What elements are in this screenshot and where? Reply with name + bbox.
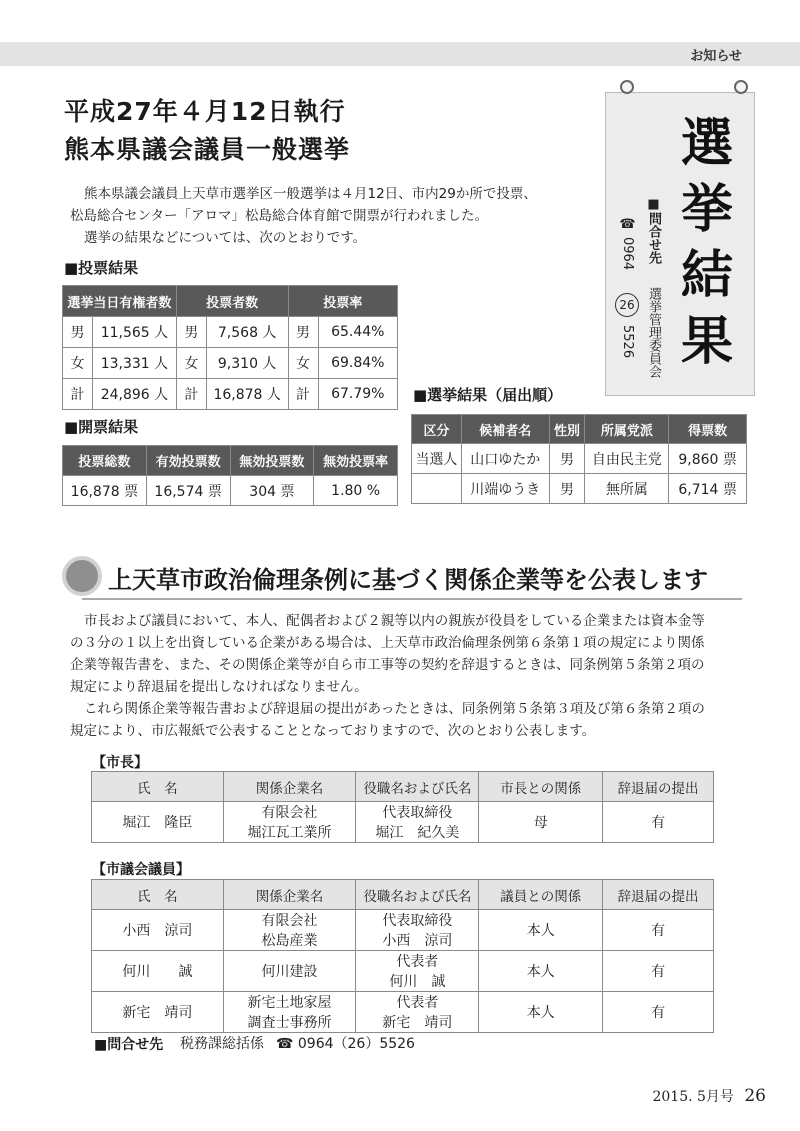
- ethics-para1-line2: の３分の１以上を出資している企業がある場合は、上天草市政治倫理条例第６条第１項の規定により関係: [70, 635, 705, 651]
- mayor-table: [91, 771, 714, 843]
- table-row: [412, 474, 747, 504]
- result-cell: 男: [549, 444, 585, 474]
- election-intro-line3: 選挙の結果などについては、次のとおりです。: [84, 230, 367, 246]
- role-line: 小西 涼司: [382, 933, 453, 949]
- election-headline-title: 熊本県議会議員一般選挙: [64, 135, 351, 164]
- role-line: 代表者: [396, 954, 439, 970]
- count-cell: 1.80 %: [314, 476, 398, 506]
- count-results-table: [62, 445, 398, 506]
- vote-cell: 16,878 人: [206, 379, 288, 410]
- council-header-name: 氏 名: [92, 880, 224, 910]
- sign-title: 選挙結果: [680, 114, 733, 372]
- mayor-resign: 有: [603, 802, 714, 843]
- result-header-candidate: 候補者名: [461, 415, 549, 444]
- result-cell: 無所属: [585, 474, 669, 504]
- title-underline: [82, 598, 742, 600]
- vote-cell: 67.79%: [318, 379, 397, 410]
- election-intro-line1: 熊本県議会議員上天草市選挙区一般選挙は４月12日、市内29か所で投票、: [84, 186, 537, 202]
- vote-cell: 女: [63, 348, 93, 379]
- vote-cell: 計: [176, 379, 206, 410]
- mayor-heading: 【市長】: [92, 755, 148, 771]
- vote-results-table: [62, 285, 398, 410]
- ethics-para1-line4: 規定により辞退届を提出しなければなりません。: [70, 679, 368, 695]
- table-row: [63, 379, 398, 410]
- vote-cell: 69.84%: [318, 348, 397, 379]
- council-resign: 有: [603, 951, 714, 992]
- election-headline-date: 平成27年４月12日執行: [64, 97, 346, 126]
- mayor-name: 堀江 隆臣: [92, 802, 224, 843]
- section-label: お知らせ: [690, 49, 742, 64]
- council-relation: 本人: [479, 992, 603, 1033]
- result-cell: 当選人: [412, 444, 462, 474]
- table-row: [63, 348, 398, 379]
- council-relation: 本人: [479, 951, 603, 992]
- vote-cell: 13,331 人: [93, 348, 177, 379]
- result-header-party: 所属党派: [585, 415, 669, 444]
- role-line: 堀江 紀久美: [375, 825, 460, 841]
- vote-cell: 計: [288, 379, 318, 410]
- election-result-table: [411, 414, 747, 504]
- table-row: [92, 992, 714, 1033]
- council-role: [356, 992, 479, 1033]
- role-line: 代表者: [396, 995, 439, 1011]
- ethics-contact-tel: ☎ 0964（26）5526: [276, 1036, 415, 1052]
- result-cell: 6,714 票: [669, 474, 747, 504]
- vote-cell: 女: [288, 348, 318, 379]
- table-row: [92, 910, 714, 951]
- vote-cell: 計: [63, 379, 93, 410]
- result-cell: 9,860 票: [669, 444, 747, 474]
- ethics-contact-dept: 税務課総括係: [180, 1036, 264, 1052]
- ethics-title: 上天草市政治倫理条例に基づく関係企業等を公表します: [108, 566, 708, 594]
- council-header-role: 役職名および氏名: [356, 880, 479, 910]
- council-name: 新宅 靖司: [92, 992, 224, 1033]
- count-cell: 304 票: [230, 476, 314, 506]
- result-cell: 自由民主党: [585, 444, 669, 474]
- mayor-header-resign: 辞退届の提出: [603, 772, 714, 802]
- vote-cell: 65.44%: [318, 317, 397, 348]
- count-header-valid: 有効投票数: [146, 446, 230, 476]
- vote-header-electorate: 選挙当日有権者数: [63, 286, 177, 317]
- council-company: [223, 992, 356, 1033]
- council-resign: 有: [603, 992, 714, 1033]
- vote-cell: 9,310 人: [206, 348, 288, 379]
- mayor-header-name: 氏 名: [92, 772, 224, 802]
- pin-icon: [620, 80, 634, 94]
- company-line: 松島産業: [261, 933, 318, 949]
- result-header-votes: 得票数: [669, 415, 747, 444]
- table-row: [92, 951, 714, 992]
- council-header-resign: 辞退届の提出: [603, 880, 714, 910]
- role-line: 新宅 靖司: [382, 1015, 453, 1031]
- council-role: [356, 910, 479, 951]
- ethics-para1-line3: 企業等報告書を、また、その関係企業等が自ら市工事等の契約を辞退するときは、同条例第５条第２項の: [70, 657, 705, 673]
- council-name: 何川 誠: [92, 951, 224, 992]
- vote-header-turnout: 投票率: [288, 286, 397, 317]
- vote-cell: 24,896 人: [93, 379, 177, 410]
- ethics-para1-line1: 市長および議員において、本人、配偶者および２親等以内の親族が役員をしている企業または資本金等: [84, 613, 705, 629]
- sign-tel-number: 5526: [620, 325, 635, 359]
- count-header-invalid: 無効投票数: [230, 446, 314, 476]
- mayor-header-role: 役職名および氏名: [356, 772, 479, 802]
- council-company: [223, 910, 356, 951]
- company-line: 新宅土地家屋: [247, 995, 332, 1011]
- council-company: 何川建設: [223, 951, 356, 992]
- count-cell: 16,878 票: [63, 476, 147, 506]
- result-cell: 男: [549, 474, 585, 504]
- council-header-relation: 議員との関係: [479, 880, 603, 910]
- pin-icon: [734, 80, 748, 94]
- election-intro-line2: 松島総合センター「アロマ」松島総合体育館で開票が行われました。: [70, 208, 488, 224]
- count-results-heading: ■開票結果: [64, 418, 139, 436]
- sign-tel-area: 0964: [620, 237, 635, 271]
- table-row: [63, 317, 398, 348]
- issue-label: 2015. 5月号: [652, 1089, 734, 1105]
- vote-cell: 男: [63, 317, 93, 348]
- council-role: [356, 951, 479, 992]
- vote-results-heading: ■投票結果: [64, 259, 139, 277]
- role-line: 何川 誠: [389, 974, 446, 990]
- ethics-para2-line2: 規定により、市広報紙で公表することとなっておりますので、次のとおり公表します。: [70, 723, 596, 739]
- table-row: [412, 444, 747, 474]
- mayor-role: [356, 802, 479, 843]
- sign-tel-exchange: 26: [615, 293, 639, 317]
- company-line: 有限会社: [261, 805, 318, 821]
- table-row: [92, 802, 714, 843]
- sign-tel-icon: ☎: [620, 217, 635, 232]
- council-header-company: 関係企業名: [223, 880, 356, 910]
- council-table: [91, 879, 714, 1033]
- vote-cell: 男: [176, 317, 206, 348]
- vote-header-voters: 投票者数: [176, 286, 288, 317]
- ethics-contact-label: ■問合せ先: [94, 1037, 164, 1053]
- sign-contact-dept: 選挙管理委員会: [646, 287, 661, 378]
- vote-cell: 女: [176, 348, 206, 379]
- result-cell: [412, 474, 462, 504]
- council-resign: 有: [603, 910, 714, 951]
- mayor-header-company: 関係企業名: [223, 772, 356, 802]
- election-result-heading: ■選挙結果（届出順）: [413, 386, 563, 404]
- council-heading: 【市議会議員】: [92, 862, 190, 878]
- result-header-gender: 性別: [549, 415, 585, 444]
- ethics-para2-line1: これら関係企業等報告書および辞退届の提出があったときは、同条例第５条第３項及び第６条第２項の: [84, 701, 705, 717]
- top-bar: [0, 42, 800, 66]
- role-line: 代表取締役: [382, 913, 453, 929]
- role-line: 代表取締役: [382, 805, 453, 821]
- result-cell: 山口ゆたか: [461, 444, 549, 474]
- company-line: 堀江瓦工業所: [247, 825, 332, 841]
- mayor-company: [223, 802, 356, 843]
- election-results-sign: [605, 92, 755, 396]
- page-footer: [652, 1086, 766, 1106]
- vote-cell: 男: [288, 317, 318, 348]
- sign-contact-label: ■問合せ先: [646, 197, 661, 264]
- result-header-category: 区分: [412, 415, 462, 444]
- company-line: 調査士事務所: [247, 1015, 332, 1031]
- count-header-total: 投票総数: [63, 446, 147, 476]
- page-number: 26: [744, 1086, 766, 1106]
- result-cell: 川端ゆうき: [461, 474, 549, 504]
- circle-bullet-icon: [62, 556, 102, 596]
- vote-cell: 11,565 人: [93, 317, 177, 348]
- mayor-header-relation: 市長との関係: [479, 772, 603, 802]
- company-line: 有限会社: [261, 913, 318, 929]
- council-relation: 本人: [479, 910, 603, 951]
- count-cell: 16,574 票: [146, 476, 230, 506]
- vote-cell: 7,568 人: [206, 317, 288, 348]
- mayor-relation: 母: [479, 802, 603, 843]
- count-header-invalid-rate: 無効投票率: [314, 446, 398, 476]
- table-row: [63, 476, 398, 506]
- council-name: 小西 涼司: [92, 910, 224, 951]
